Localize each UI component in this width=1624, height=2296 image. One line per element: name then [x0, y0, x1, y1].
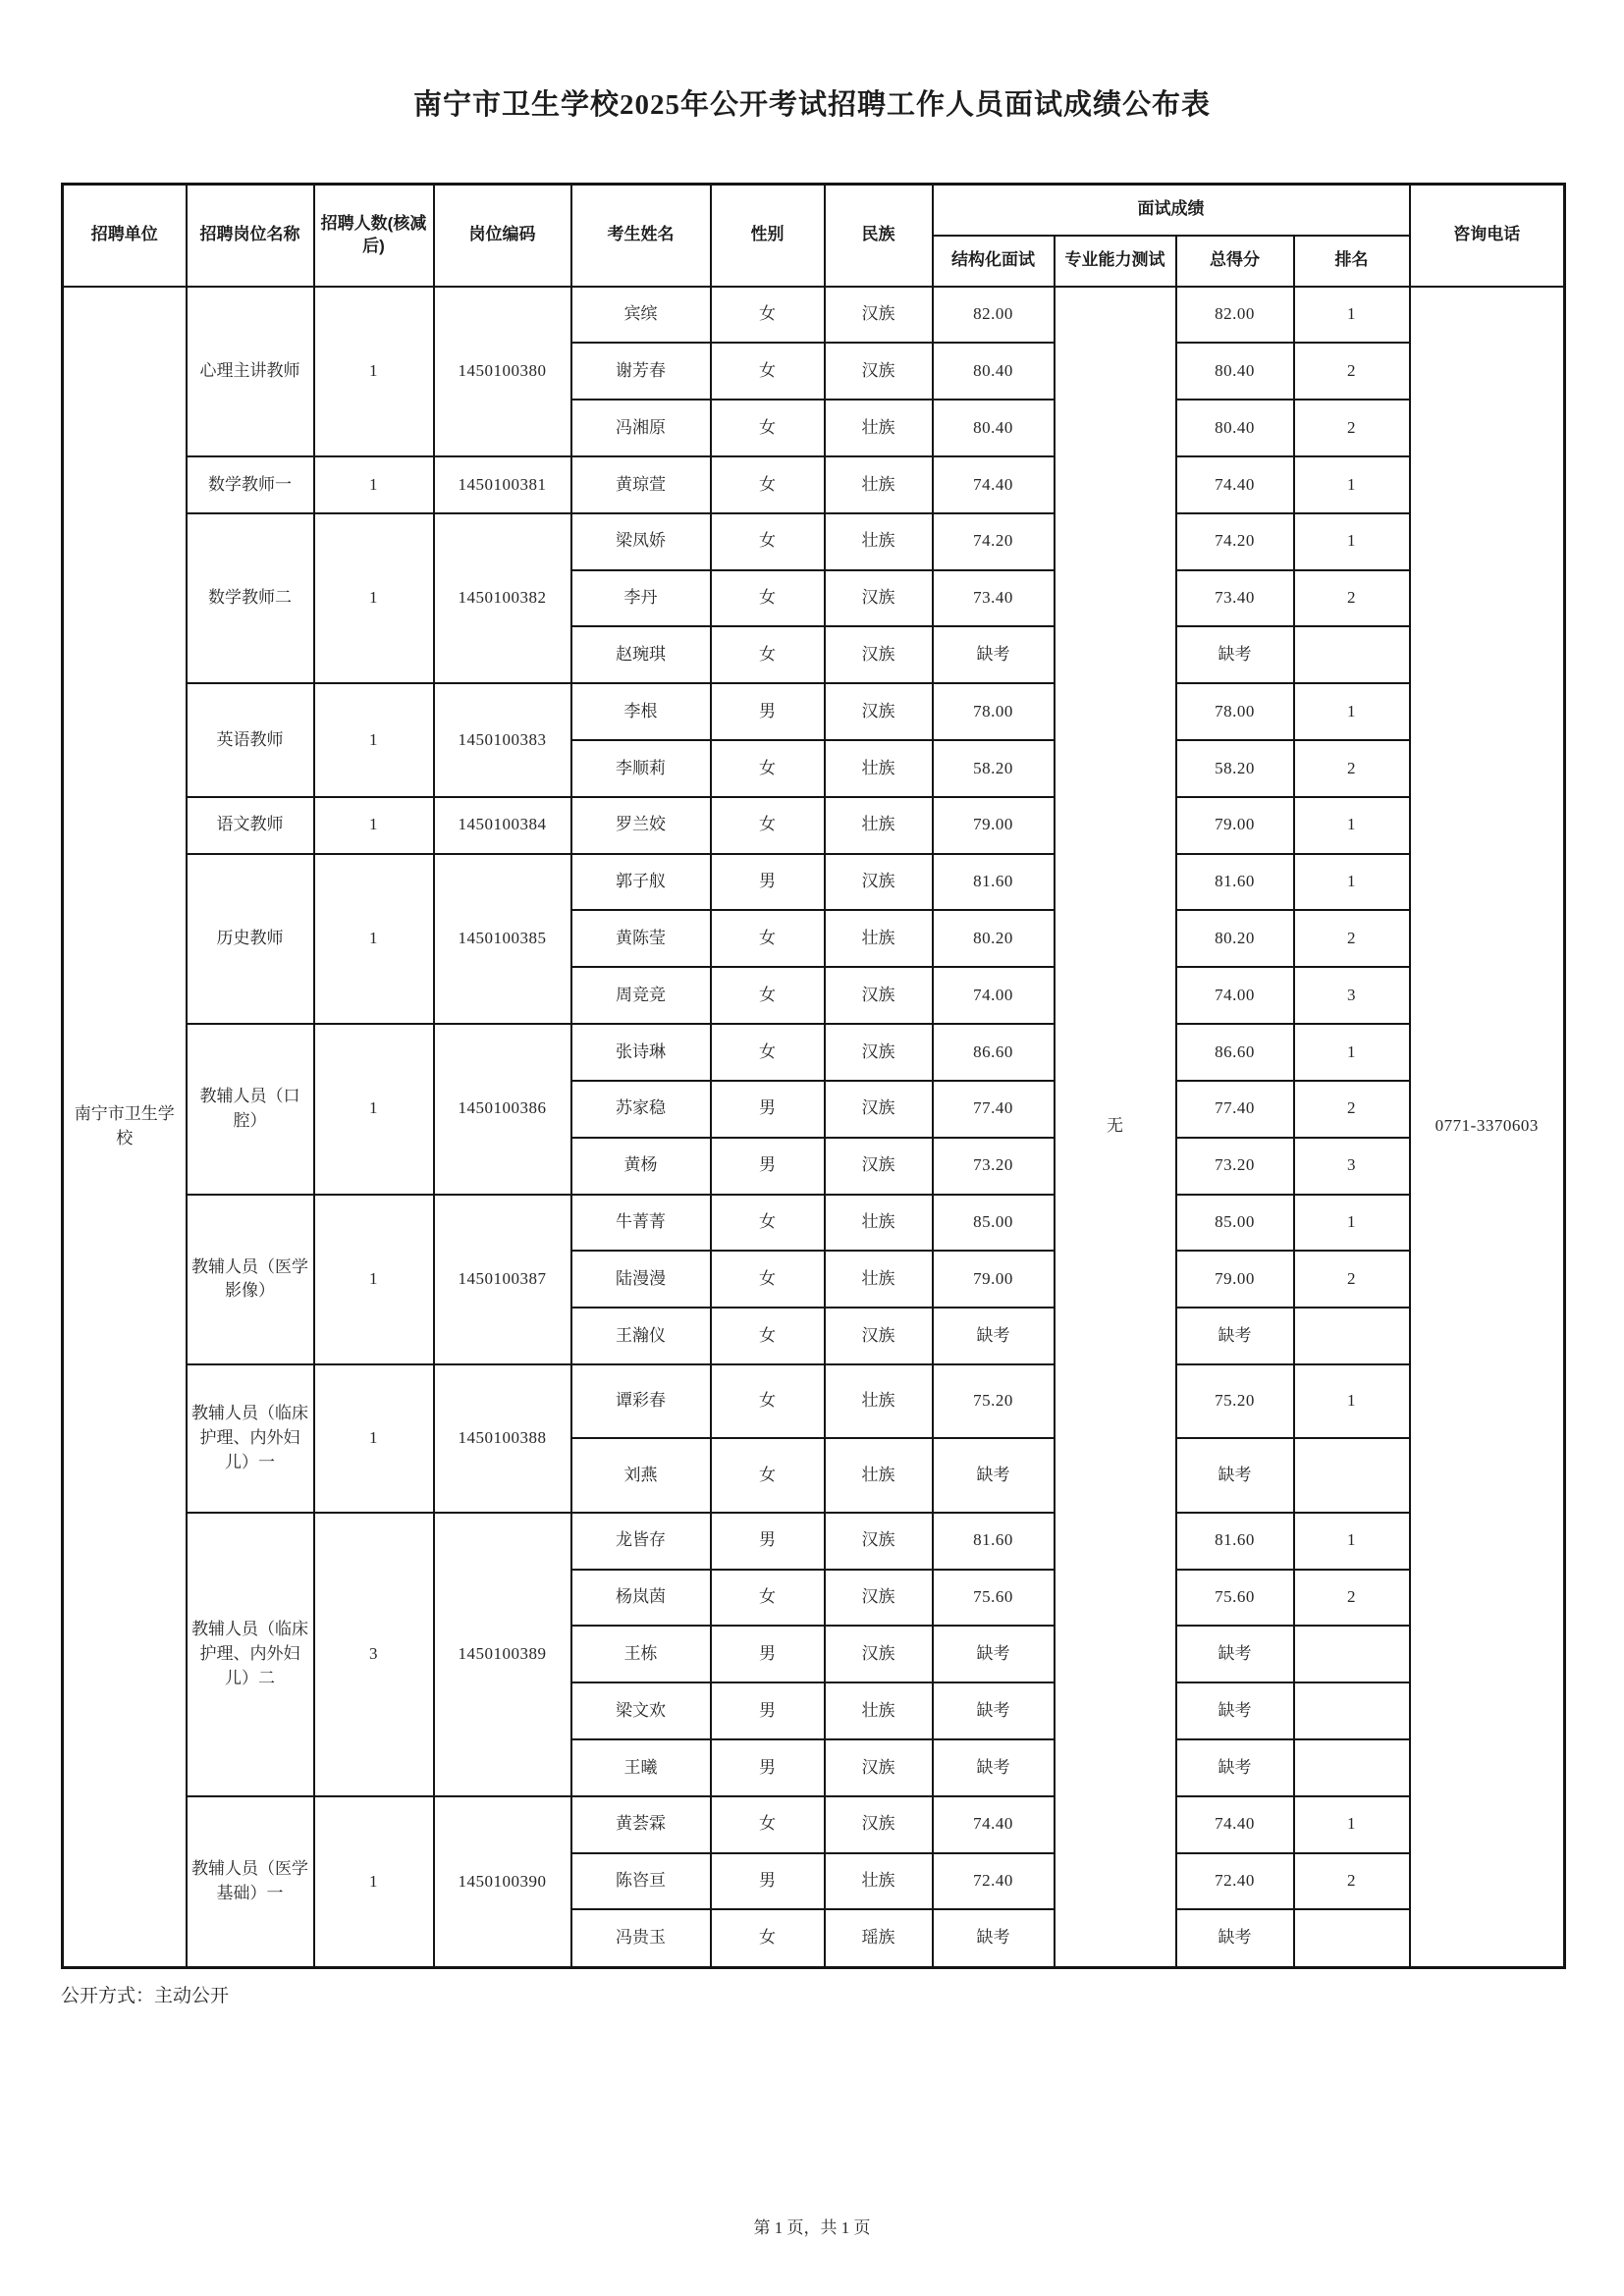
cell-total-score: 78.00 [1176, 683, 1294, 740]
cell-candidate-name: 谢芳春 [571, 343, 711, 400]
cell-candidate-name: 张诗琳 [571, 1024, 711, 1081]
cell-candidate-name: 陆漫漫 [571, 1251, 711, 1308]
cell-rank [1294, 1626, 1410, 1682]
cell-rank [1294, 626, 1410, 683]
cell-ethnicity: 壮族 [825, 910, 933, 967]
cell-structured-score: 86.60 [933, 1024, 1055, 1081]
cell-structured-score: 85.00 [933, 1195, 1055, 1252]
cell-total-score: 79.00 [1176, 1251, 1294, 1308]
cell-position-name: 语文教师 [187, 797, 314, 854]
cell-candidate-name: 梁凤娇 [571, 513, 711, 570]
cell-total-score: 72.40 [1176, 1853, 1294, 1910]
cell-professional-test: 无 [1055, 287, 1176, 1968]
header-candidate-name: 考生姓名 [571, 185, 711, 287]
cell-structured-score: 74.20 [933, 513, 1055, 570]
cell-structured-score: 缺考 [933, 1626, 1055, 1682]
cell-headcount: 1 [314, 1195, 434, 1364]
header-row-top [63, 185, 1565, 236]
cell-gender: 男 [711, 854, 825, 911]
cell-rank: 2 [1294, 910, 1410, 967]
score-table-body [63, 287, 1565, 1968]
cell-gender: 女 [711, 740, 825, 797]
cell-ethnicity: 壮族 [825, 1682, 933, 1739]
cell-candidate-name: 黄杨 [571, 1138, 711, 1195]
cell-candidate-name: 牛菁菁 [571, 1195, 711, 1252]
cell-structured-score: 81.60 [933, 1513, 1055, 1570]
cell-rank: 2 [1294, 1570, 1410, 1627]
table-row [63, 456, 1565, 513]
cell-gender: 女 [711, 400, 825, 456]
cell-gender: 女 [711, 1364, 825, 1438]
table-header [63, 185, 1565, 287]
cell-rank: 1 [1294, 1364, 1410, 1438]
cell-rank: 1 [1294, 683, 1410, 740]
cell-candidate-name: 周竞竞 [571, 967, 711, 1024]
cell-total-score: 缺考 [1176, 1909, 1294, 1967]
page-title: 南宁市卫生学校2025年公开考试招聘工作人员面试成绩公布表 [412, 89, 1211, 121]
cell-position-name: 英语教师 [187, 683, 314, 797]
cell-structured-score: 75.60 [933, 1570, 1055, 1627]
cell-gender: 男 [711, 1853, 825, 1910]
cell-total-score: 75.60 [1176, 1570, 1294, 1627]
header-headcount: 招聘人数(核减后) [314, 185, 434, 287]
cell-structured-score: 82.00 [933, 287, 1055, 344]
cell-headcount: 1 [314, 683, 434, 797]
publish-method-note: 公开方式：主动公开 [61, 1986, 230, 2006]
cell-ethnicity: 壮族 [825, 1251, 933, 1308]
cell-headcount: 1 [314, 854, 434, 1024]
cell-gender: 女 [711, 287, 825, 344]
cell-ethnicity: 汉族 [825, 1081, 933, 1138]
cell-ethnicity: 汉族 [825, 1308, 933, 1364]
cell-total-score: 79.00 [1176, 797, 1294, 854]
cell-gender: 女 [711, 797, 825, 854]
cell-structured-score: 80.20 [933, 910, 1055, 967]
cell-rank [1294, 1438, 1410, 1512]
cell-rank: 3 [1294, 967, 1410, 1024]
cell-ethnicity: 汉族 [825, 1138, 933, 1195]
cell-ethnicity: 壮族 [825, 1195, 933, 1252]
cell-gender: 女 [711, 1438, 825, 1512]
cell-candidate-name: 李丹 [571, 570, 711, 627]
cell-rank: 2 [1294, 1251, 1410, 1308]
cell-candidate-name: 苏家稳 [571, 1081, 711, 1138]
cell-total-score: 82.00 [1176, 287, 1294, 344]
cell-structured-score: 79.00 [933, 797, 1055, 854]
cell-candidate-name: 刘燕 [571, 1438, 711, 1512]
cell-total-score: 73.20 [1176, 1138, 1294, 1195]
cell-candidate-name: 黄陈莹 [571, 910, 711, 967]
cell-candidate-name: 赵琬琪 [571, 626, 711, 683]
cell-position-name: 教辅人员（临床护理、内外妇儿）二 [187, 1513, 314, 1796]
cell-total-score: 74.20 [1176, 513, 1294, 570]
cell-gender: 女 [711, 456, 825, 513]
cell-structured-score: 75.20 [933, 1364, 1055, 1438]
cell-ethnicity: 汉族 [825, 1739, 933, 1796]
cell-ethnicity: 壮族 [825, 740, 933, 797]
cell-candidate-name: 黄琼萱 [571, 456, 711, 513]
cell-position-name: 历史教师 [187, 854, 314, 1024]
cell-total-score: 81.60 [1176, 1513, 1294, 1570]
cell-rank: 1 [1294, 1796, 1410, 1853]
cell-ethnicity: 汉族 [825, 1626, 933, 1682]
cell-headcount: 1 [314, 287, 434, 456]
cell-headcount: 3 [314, 1513, 434, 1796]
cell-headcount: 1 [314, 797, 434, 854]
page-number: 第 1 页，共 1 页 [753, 2218, 871, 2237]
cell-total-score: 缺考 [1176, 1438, 1294, 1512]
cell-headcount: 1 [314, 1796, 434, 1968]
cell-gender: 女 [711, 1570, 825, 1627]
cell-rank: 2 [1294, 400, 1410, 456]
table-row [63, 1364, 1565, 1438]
cell-total-score: 缺考 [1176, 1739, 1294, 1796]
cell-candidate-name: 王栋 [571, 1626, 711, 1682]
cell-headcount: 1 [314, 1364, 434, 1513]
cell-ethnicity: 壮族 [825, 513, 933, 570]
cell-rank: 1 [1294, 513, 1410, 570]
cell-gender: 男 [711, 1682, 825, 1739]
cell-total-score: 58.20 [1176, 740, 1294, 797]
cell-position-name: 教辅人员（医学基础）一 [187, 1796, 314, 1968]
header-rank: 排名 [1294, 236, 1410, 287]
cell-ethnicity: 汉族 [825, 1513, 933, 1570]
cell-ethnicity: 汉族 [825, 1570, 933, 1627]
cell-headcount: 1 [314, 1024, 434, 1194]
cell-structured-score: 缺考 [933, 626, 1055, 683]
cell-gender: 女 [711, 1024, 825, 1081]
cell-position-name: 数学教师一 [187, 456, 314, 513]
cell-rank [1294, 1739, 1410, 1796]
cell-ethnicity: 汉族 [825, 854, 933, 911]
cell-ethnicity: 汉族 [825, 570, 933, 627]
cell-total-score: 80.40 [1176, 343, 1294, 400]
cell-candidate-name: 谭彩春 [571, 1364, 711, 1438]
cell-phone: 0771-3370603 [1410, 287, 1565, 1968]
cell-structured-score: 缺考 [933, 1739, 1055, 1796]
cell-structured-score: 缺考 [933, 1909, 1055, 1967]
cell-rank: 1 [1294, 1513, 1410, 1570]
cell-total-score: 75.20 [1176, 1364, 1294, 1438]
cell-total-score: 80.40 [1176, 400, 1294, 456]
cell-ethnicity: 壮族 [825, 1853, 933, 1910]
cell-gender: 女 [711, 967, 825, 1024]
cell-structured-score: 74.00 [933, 967, 1055, 1024]
cell-structured-score: 缺考 [933, 1308, 1055, 1364]
cell-candidate-name: 宾缤 [571, 287, 711, 344]
header-professional-test: 专业能力测试 [1055, 236, 1176, 287]
cell-structured-score: 73.40 [933, 570, 1055, 627]
cell-rank: 2 [1294, 1853, 1410, 1910]
cell-gender: 女 [711, 1796, 825, 1853]
table-row [63, 513, 1565, 570]
cell-structured-score: 72.40 [933, 1853, 1055, 1910]
cell-total-score: 74.00 [1176, 967, 1294, 1024]
cell-rank: 1 [1294, 854, 1410, 911]
cell-gender: 男 [711, 1739, 825, 1796]
cell-ethnicity: 汉族 [825, 626, 933, 683]
header-position-code: 岗位编码 [434, 185, 571, 287]
table-row [63, 854, 1565, 911]
header-recruiting-unit: 招聘单位 [63, 185, 187, 287]
cell-gender: 女 [711, 513, 825, 570]
cell-rank [1294, 1682, 1410, 1739]
cell-position-name: 数学教师二 [187, 513, 314, 683]
cell-candidate-name: 黄荟霖 [571, 1796, 711, 1853]
cell-total-score: 86.60 [1176, 1024, 1294, 1081]
table-row [63, 1024, 1565, 1081]
cell-total-score: 85.00 [1176, 1195, 1294, 1252]
cell-total-score: 74.40 [1176, 1796, 1294, 1853]
cell-structured-score: 73.20 [933, 1138, 1055, 1195]
interview-score-table [61, 183, 1566, 1969]
cell-structured-score: 缺考 [933, 1682, 1055, 1739]
cell-rank: 1 [1294, 1024, 1410, 1081]
cell-total-score: 缺考 [1176, 626, 1294, 683]
cell-gender: 女 [711, 626, 825, 683]
cell-position-code: 1450100381 [434, 456, 571, 513]
cell-candidate-name: 冯湘原 [571, 400, 711, 456]
cell-ethnicity: 壮族 [825, 1438, 933, 1512]
cell-gender: 女 [711, 343, 825, 400]
cell-candidate-name: 王瀚仪 [571, 1308, 711, 1364]
table-row [63, 1195, 1565, 1252]
cell-position-code: 1450100388 [434, 1364, 571, 1513]
cell-ethnicity: 汉族 [825, 1024, 933, 1081]
cell-candidate-name: 罗兰姣 [571, 797, 711, 854]
cell-position-code: 1450100387 [434, 1195, 571, 1364]
cell-candidate-name: 郭子舣 [571, 854, 711, 911]
cell-position-code: 1450100386 [434, 1024, 571, 1194]
cell-gender: 男 [711, 1513, 825, 1570]
cell-position-code: 1450100384 [434, 797, 571, 854]
cell-position-name: 教辅人员（临床护理、内外妇儿）一 [187, 1364, 314, 1513]
cell-gender: 男 [711, 1081, 825, 1138]
cell-candidate-name: 李顺莉 [571, 740, 711, 797]
cell-ethnicity: 壮族 [825, 797, 933, 854]
cell-gender: 男 [711, 1626, 825, 1682]
cell-total-score: 缺考 [1176, 1308, 1294, 1364]
cell-total-score: 缺考 [1176, 1682, 1294, 1739]
cell-candidate-name: 陈咨亘 [571, 1853, 711, 1910]
cell-gender: 女 [711, 910, 825, 967]
cell-rank: 2 [1294, 570, 1410, 627]
cell-gender: 女 [711, 1308, 825, 1364]
cell-position-code: 1450100380 [434, 287, 571, 456]
cell-gender: 女 [711, 1909, 825, 1967]
cell-candidate-name: 龙皆存 [571, 1513, 711, 1570]
header-position-name: 招聘岗位名称 [187, 185, 314, 287]
cell-ethnicity: 汉族 [825, 1796, 933, 1853]
table-row [63, 797, 1565, 854]
cell-total-score: 74.40 [1176, 456, 1294, 513]
cell-rank: 2 [1294, 740, 1410, 797]
header-interview-score-group: 面试成绩 [933, 185, 1410, 236]
cell-ethnicity: 汉族 [825, 967, 933, 1024]
cell-structured-score: 80.40 [933, 343, 1055, 400]
cell-recruiting-unit: 南宁市卫生学校 [63, 287, 187, 1968]
cell-structured-score: 缺考 [933, 1438, 1055, 1512]
cell-rank [1294, 1909, 1410, 1967]
cell-total-score: 缺考 [1176, 1626, 1294, 1682]
cell-rank: 2 [1294, 343, 1410, 400]
cell-headcount: 1 [314, 513, 434, 683]
header-ethnicity: 民族 [825, 185, 933, 287]
cell-rank: 3 [1294, 1138, 1410, 1195]
cell-structured-score: 80.40 [933, 400, 1055, 456]
cell-rank: 2 [1294, 1081, 1410, 1138]
cell-candidate-name: 杨岚茵 [571, 1570, 711, 1627]
cell-position-code: 1450100390 [434, 1796, 571, 1968]
table-row [63, 1513, 1565, 1570]
cell-gender: 男 [711, 683, 825, 740]
cell-ethnicity: 壮族 [825, 1364, 933, 1438]
cell-structured-score: 58.20 [933, 740, 1055, 797]
header-gender: 性别 [711, 185, 825, 287]
header-phone: 咨询电话 [1410, 185, 1565, 287]
cell-candidate-name: 李根 [571, 683, 711, 740]
cell-structured-score: 77.40 [933, 1081, 1055, 1138]
cell-total-score: 73.40 [1176, 570, 1294, 627]
cell-position-code: 1450100389 [434, 1513, 571, 1796]
cell-rank: 1 [1294, 797, 1410, 854]
cell-gender: 女 [711, 1195, 825, 1252]
cell-position-name: 教辅人员（医学影像） [187, 1195, 314, 1364]
cell-rank [1294, 1308, 1410, 1364]
cell-position-code: 1450100385 [434, 854, 571, 1024]
cell-ethnicity: 汉族 [825, 287, 933, 344]
cell-position-name: 教辅人员（口腔） [187, 1024, 314, 1194]
cell-structured-score: 74.40 [933, 1796, 1055, 1853]
cell-ethnicity: 壮族 [825, 400, 933, 456]
table-row [63, 1796, 1565, 1853]
cell-candidate-name: 冯贵玉 [571, 1909, 711, 1967]
cell-candidate-name: 王曦 [571, 1739, 711, 1796]
cell-structured-score: 81.60 [933, 854, 1055, 911]
cell-headcount: 1 [314, 456, 434, 513]
cell-rank: 1 [1294, 456, 1410, 513]
cell-structured-score: 79.00 [933, 1251, 1055, 1308]
cell-structured-score: 74.40 [933, 456, 1055, 513]
cell-total-score: 77.40 [1176, 1081, 1294, 1138]
cell-total-score: 81.60 [1176, 854, 1294, 911]
cell-gender: 女 [711, 1251, 825, 1308]
cell-candidate-name: 梁文欢 [571, 1682, 711, 1739]
cell-position-name: 心理主讲教师 [187, 287, 314, 456]
cell-ethnicity: 汉族 [825, 683, 933, 740]
cell-ethnicity: 汉族 [825, 343, 933, 400]
cell-gender: 男 [711, 1138, 825, 1195]
cell-ethnicity: 壮族 [825, 456, 933, 513]
header-structured-interview: 结构化面试 [933, 236, 1055, 287]
cell-position-code: 1450100383 [434, 683, 571, 797]
cell-total-score: 80.20 [1176, 910, 1294, 967]
table-row [63, 287, 1565, 344]
cell-ethnicity: 瑶族 [825, 1909, 933, 1967]
table-row [63, 683, 1565, 740]
cell-rank: 1 [1294, 287, 1410, 344]
cell-rank: 1 [1294, 1195, 1410, 1252]
cell-position-code: 1450100382 [434, 513, 571, 683]
header-total-score: 总得分 [1176, 236, 1294, 287]
cell-gender: 女 [711, 570, 825, 627]
cell-structured-score: 78.00 [933, 683, 1055, 740]
